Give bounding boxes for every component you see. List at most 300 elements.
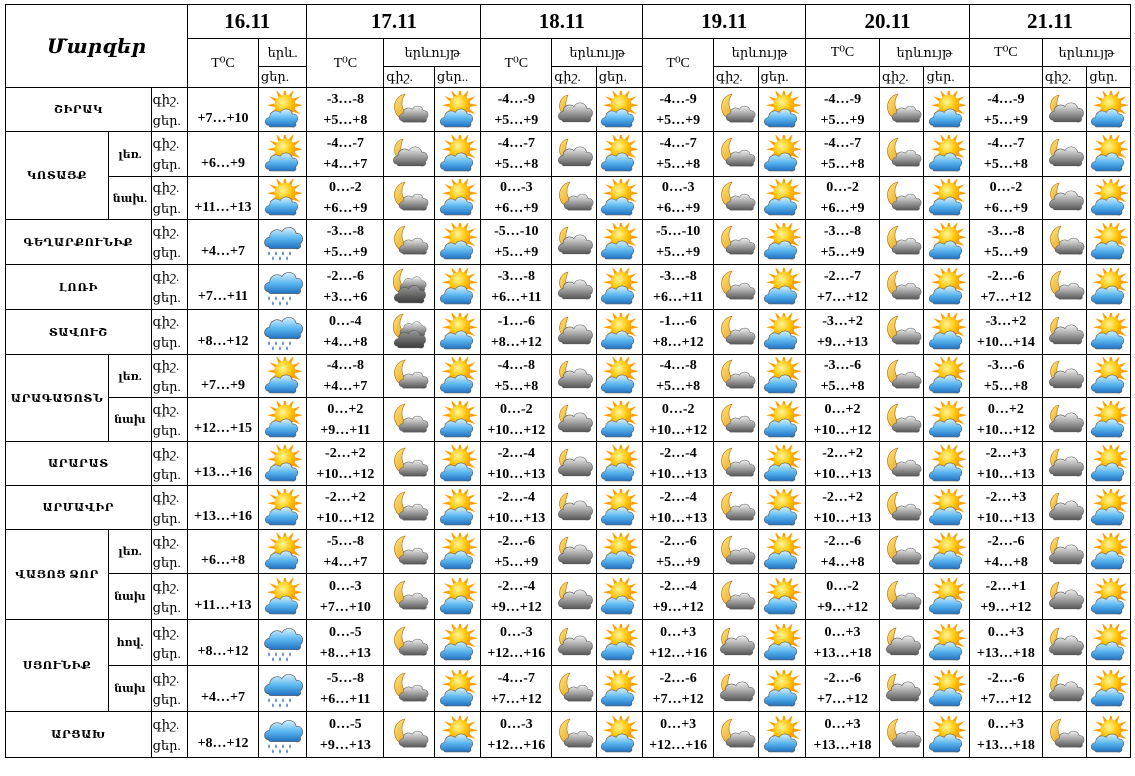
day-temp: +6…+9 (820, 201, 865, 216)
temp-range (969, 442, 1042, 486)
sun-cloud-icon (1087, 91, 1130, 129)
cloud-icon (384, 136, 434, 172)
day-temp: +10…+13 (976, 510, 1035, 526)
sun-cloud-icon (924, 716, 969, 754)
night-temp: -3…-8 (987, 224, 1025, 239)
weather-cell (552, 486, 597, 530)
temp-range (969, 132, 1042, 177)
weather-cell (1042, 355, 1087, 398)
temp-range (481, 88, 552, 132)
cloud-icon (1043, 92, 1087, 128)
sun-cloud-icon (435, 357, 481, 395)
weather-cell (879, 398, 924, 442)
day-temp: +10…+12 (813, 422, 872, 438)
weather-cell (1087, 220, 1131, 265)
day-temp: +8…+13 (319, 645, 371, 661)
sun-cloud-icon (924, 179, 969, 217)
cloud-icon (1043, 314, 1087, 350)
sun-cloud-icon (435, 445, 481, 483)
temp-16-11 (188, 666, 259, 712)
day-temp: +5…+9 (494, 112, 539, 128)
weather-cell (384, 310, 435, 355)
weather-cell (258, 620, 307, 666)
weather-cell (1042, 442, 1087, 486)
night-temp: -2…-6 (497, 533, 535, 549)
sun-cloud-icon (924, 670, 969, 708)
weather-cell (384, 530, 435, 574)
weather-cell (924, 530, 970, 574)
sun-cloud-icon (259, 179, 307, 217)
night-temp: 0…+3 (987, 716, 1024, 732)
temp-range (307, 355, 384, 398)
sun-cloud-icon (759, 670, 806, 708)
day-label: ցեր. (152, 599, 181, 615)
cloud-icon (714, 671, 758, 707)
sun-cloud-icon (259, 578, 307, 616)
night-temp: -1…-6 (497, 314, 535, 329)
weather-cell (714, 530, 759, 574)
night-temp: -3…-8 (823, 224, 862, 239)
temp-range (806, 574, 880, 620)
day-temp: +7…+9 (200, 377, 245, 393)
day-temp: +5…+9 (323, 245, 368, 260)
day-temp: +4…+7 (200, 690, 245, 705)
weather-cell (1087, 712, 1131, 758)
moon-cloud-icon (714, 314, 758, 350)
weather-cell (434, 530, 481, 574)
weather-cell (924, 220, 970, 265)
cloud-icon (1043, 136, 1087, 172)
night-temp: -2…-4 (497, 489, 535, 505)
day-temp: +4…+7 (323, 379, 368, 394)
weather-cell (879, 620, 924, 666)
sun-cloud-icon (759, 223, 806, 261)
day-temp: +10…+13 (649, 510, 708, 526)
night-temp: -2…+2 (325, 445, 366, 461)
sun-cloud-icon (759, 401, 806, 439)
weather-cell (434, 574, 481, 620)
sun-cloud-icon (597, 578, 643, 616)
temp-16-11 (188, 712, 259, 758)
weather-cell (596, 265, 643, 310)
weather-cell (552, 177, 597, 220)
day-header: ցեր. (924, 67, 970, 88)
sub-zone: լեռ. (109, 355, 151, 398)
weather-cell (758, 666, 806, 712)
cloud-icon (552, 534, 596, 570)
sun-cloud-icon (435, 179, 481, 217)
temp-16-11 (188, 177, 259, 220)
sun-cloud-icon (924, 91, 969, 129)
day-temp: +6…+9 (323, 201, 368, 216)
day-temp: +6…+8 (200, 553, 245, 568)
weather-cell (714, 620, 759, 666)
sun-cloud-icon (597, 179, 643, 217)
day-temp: +5…+8 (983, 379, 1028, 394)
night-temp: 0…-5 (329, 716, 362, 732)
cloud-icon (1043, 671, 1087, 707)
time-of-day-labels (151, 265, 187, 310)
moon-cloud-icon (714, 92, 758, 128)
cloud-icon (1043, 358, 1087, 394)
night-temp: -4…-9 (823, 91, 862, 107)
day-label: ցեր. (152, 245, 181, 260)
weather-cell (924, 310, 970, 355)
temp-range (307, 666, 384, 712)
night-temp: -2…-4 (659, 578, 697, 594)
sun-cloud-icon (435, 533, 481, 571)
day-label: ցեր. (152, 645, 181, 661)
temp-16-11 (188, 574, 259, 620)
day-temp: +8…+12 (197, 333, 249, 349)
temp-range (806, 310, 880, 355)
temp-range (481, 574, 552, 620)
day-label: ցեր. (152, 691, 181, 707)
moon-cloud-icon (714, 136, 758, 172)
sun-cloud-icon (597, 489, 643, 527)
day-temp: +10…+13 (976, 466, 1035, 482)
region-row (6, 310, 1131, 355)
sun-cloud-icon (597, 533, 643, 571)
night-temp: -2…+1 (985, 578, 1027, 594)
weather-cell (879, 530, 924, 574)
moon-cloud-icon (552, 671, 596, 707)
day-temp: +7…+10 (319, 599, 371, 615)
weather-cell (924, 177, 970, 220)
weather-cell (714, 398, 759, 442)
sun-cloud-icon (435, 624, 481, 662)
weather-cell (1042, 220, 1087, 265)
temp-range (806, 620, 880, 666)
night-temp: -3…-8 (497, 269, 535, 284)
day-header: ցեր.. (434, 67, 481, 88)
day-label: ցեր. (152, 201, 181, 216)
region-name: ԳԵՂԱՐՔՈՒՆԻՔ (6, 220, 152, 265)
day-temp: +7…+12 (490, 691, 542, 707)
temp-range (806, 712, 880, 758)
moon-cloud-icon (384, 92, 434, 128)
night-temp: -4…-8 (326, 358, 365, 373)
night-temp: -2…-6 (326, 269, 365, 284)
weather-cell (1087, 620, 1131, 666)
sun-cloud-icon (759, 135, 806, 173)
weather-cell (434, 177, 481, 220)
cloud-icon (552, 402, 596, 438)
day-temp: +6…+9 (983, 201, 1028, 216)
weather-cell (879, 666, 924, 712)
day-temp: +9…+12 (490, 599, 542, 615)
moon-cloud-icon (880, 490, 924, 526)
weather-cell (758, 355, 806, 398)
cloud-icon (552, 490, 596, 526)
night-temp: -4…-8 (659, 358, 697, 373)
night-temp: -2…+2 (822, 445, 863, 461)
night-label: գիշ. (152, 401, 180, 417)
night-temp: -2…+2 (325, 489, 366, 505)
region-row (6, 712, 1131, 758)
sun-cloud-icon (259, 489, 307, 527)
day-temp: +13…+16 (193, 465, 252, 480)
weather-cell (596, 310, 643, 355)
sun-cloud-icon (924, 533, 969, 571)
sun-cloud-icon (259, 135, 307, 173)
sun-cloud-icon (759, 91, 806, 129)
moon-cloud-icon (384, 534, 434, 570)
sun-cloud-icon (759, 533, 806, 571)
cloud-icon (880, 671, 924, 707)
weather-cell (924, 620, 970, 666)
time-of-day-labels (151, 574, 187, 620)
weather-cell (552, 442, 597, 486)
night-temp: 0…-2 (329, 180, 362, 195)
region-row (6, 486, 1131, 530)
day-temp: +7…+12 (817, 290, 868, 305)
sun-cloud-icon (435, 401, 481, 439)
day-temp: +9…+12 (980, 599, 1032, 615)
cloud-icon (552, 314, 596, 350)
region-row (6, 220, 1131, 265)
temp-range (643, 88, 714, 132)
night-label: գիշ. (152, 624, 180, 640)
moon-cloud-icon (880, 314, 924, 350)
weather-cell (258, 530, 307, 574)
time-of-day-labels (151, 220, 187, 265)
temp-header: T⁰C (643, 39, 714, 88)
phenomenon-header: երևույթ (552, 39, 643, 67)
sun-cloud-icon (759, 357, 806, 395)
region-row (6, 530, 1131, 574)
temp-header-blank (806, 67, 880, 88)
moon-cloud-icon (384, 717, 434, 753)
night-temp: -4…-9 (497, 91, 535, 107)
temp-range (806, 398, 880, 442)
weather-cell (434, 486, 481, 530)
moon-cloud-icon (552, 717, 596, 753)
temp-range (969, 666, 1042, 712)
sun-cloud-icon (759, 578, 806, 616)
temp-range (643, 265, 714, 310)
weather-cell (924, 398, 970, 442)
temp-range (307, 310, 384, 355)
moon-cloud-icon (714, 534, 758, 570)
weather-cell (434, 88, 481, 132)
temp-16-11 (188, 220, 259, 265)
moon-cloud-icon (384, 490, 434, 526)
weather-cell (552, 574, 597, 620)
night-temp: 0…-2 (826, 180, 859, 195)
temp-16-11 (188, 355, 259, 398)
day-temp: +4…+7 (200, 243, 245, 259)
date-header: 19.11 (643, 5, 806, 39)
day-temp: +13…+16 (193, 509, 252, 524)
temp-range (307, 486, 384, 530)
temp-range (969, 265, 1042, 310)
cloud-icon (1043, 446, 1087, 482)
moon-cloud-icon (384, 446, 434, 482)
region-name: ՍՅՈՒՆԻՔ (6, 620, 109, 712)
sun-cloud-icon (597, 268, 643, 306)
time-of-day-labels (151, 666, 187, 712)
weather-cell (384, 398, 435, 442)
rain-cloud-icon (259, 220, 307, 264)
temp-range (806, 220, 880, 265)
weather-cell (879, 574, 924, 620)
region-row (6, 355, 1131, 398)
day-temp: +7…+11 (197, 288, 249, 304)
cloud-icon (552, 446, 596, 482)
night-temp: -3…-8 (326, 224, 365, 239)
weather-cell (596, 177, 643, 220)
moon-cloud-icon (552, 180, 596, 216)
region-name: ՏԱՎՈՒՇ (6, 310, 152, 355)
weather-cell (552, 310, 597, 355)
temp-range (481, 486, 552, 530)
sun-cloud-icon (597, 91, 643, 129)
weather-cell (758, 132, 806, 177)
weather-cell (1042, 398, 1087, 442)
day-temp: +4…+7 (323, 157, 368, 172)
night-header: գիշ. (552, 67, 597, 88)
moon-dark-cloud-icon (384, 267, 434, 307)
moon-cloud-icon (880, 269, 924, 305)
weather-cell (714, 442, 759, 486)
day-temp: +7…+12 (980, 290, 1032, 305)
moon-cloud-icon (880, 446, 924, 482)
weather-cell (714, 132, 759, 177)
sun-cloud-icon (435, 578, 481, 616)
sun-cloud-icon (597, 716, 643, 754)
moon-cloud-icon (384, 402, 434, 438)
weather-cell (758, 574, 806, 620)
cloud-icon (552, 625, 596, 661)
night-temp: 0…+2 (987, 401, 1024, 417)
night-temp: 0…-3 (499, 180, 533, 195)
moon-cloud-icon (880, 358, 924, 394)
temp-range (969, 712, 1042, 758)
day-temp: +9…+11 (320, 422, 371, 438)
night-temp: -2…-6 (659, 670, 697, 686)
temp-range (481, 355, 552, 398)
night-temp: -4…-7 (823, 136, 862, 151)
day-label: ցեր. (152, 554, 181, 570)
day-temp: +5…+9 (656, 245, 701, 260)
weather-cell (384, 177, 435, 220)
night-temp: 0…+2 (824, 401, 861, 417)
sub-zone: լեռ. (109, 530, 151, 574)
weather-cell (1042, 486, 1087, 530)
weather-cell (552, 220, 597, 265)
temp-range (307, 574, 384, 620)
day-label: ցեր. (152, 510, 181, 526)
time-of-day-labels (151, 486, 187, 530)
night-temp: -3…-8 (659, 269, 697, 284)
time-of-day-labels (151, 620, 187, 666)
weather-cell (258, 666, 307, 712)
weather-cell (1087, 666, 1131, 712)
weather-cell (714, 666, 759, 712)
temp-range (806, 486, 880, 530)
night-temp: -4…-9 (659, 91, 697, 107)
weather-cell (1087, 442, 1131, 486)
weather-cell (1042, 132, 1087, 177)
sun-cloud-icon (1087, 135, 1130, 173)
weather-cell (714, 88, 759, 132)
day-temp: +6…+11 (491, 290, 542, 305)
temp-range (643, 398, 714, 442)
sun-cloud-icon (1087, 445, 1130, 483)
sun-cloud-icon (924, 489, 969, 527)
weather-cell (1087, 265, 1131, 310)
day-temp: +3…+6 (323, 290, 368, 305)
temp-range (481, 620, 552, 666)
weather-cell (1087, 574, 1131, 620)
night-temp: -2…+3 (985, 445, 1027, 461)
weather-cell (596, 574, 643, 620)
temp-range (806, 88, 880, 132)
weather-cell (1087, 486, 1131, 530)
day-temp: +6…+9 (200, 155, 245, 171)
temp-range (969, 530, 1042, 574)
night-temp: 0…+3 (987, 624, 1024, 640)
sun-cloud-icon (1087, 716, 1130, 754)
weather-cell (258, 574, 307, 620)
day-temp: +10…+12 (487, 422, 546, 438)
night-temp: 0…-3 (661, 180, 695, 195)
weather-cell (758, 530, 806, 574)
sun-cloud-icon (435, 670, 481, 708)
night-label: գիշ. (152, 358, 180, 373)
sun-cloud-icon (259, 91, 307, 129)
weather-cell (384, 574, 435, 620)
weather-cell (924, 712, 970, 758)
phenomenon-header: երև. (258, 39, 307, 67)
sun-cloud-icon (435, 716, 481, 754)
day-temp: +13…+18 (976, 645, 1035, 661)
moon-cloud-icon (880, 534, 924, 570)
weather-cell (758, 265, 806, 310)
region-row (6, 620, 1131, 666)
moon-cloud-icon (880, 180, 924, 216)
day-temp: +6…+9 (494, 201, 539, 216)
night-temp: -4…-7 (987, 136, 1025, 151)
night-label: գիշ. (152, 269, 180, 284)
day-temp: +9…+13 (319, 737, 371, 753)
sun-cloud-icon (1087, 670, 1130, 708)
day-header: ցեր. (258, 67, 307, 88)
day-temp: +10…+13 (487, 510, 546, 526)
temp-range (481, 530, 552, 574)
temp-16-11 (188, 486, 259, 530)
sun-cloud-icon (259, 401, 307, 439)
weather-cell (714, 574, 759, 620)
weather-cell (1087, 355, 1131, 398)
day-label: ցեր. (152, 737, 181, 753)
night-temp: 0…-3 (499, 624, 533, 640)
weather-cell (258, 310, 307, 355)
sun-cloud-icon (759, 179, 806, 217)
day-temp: +10…+13 (813, 466, 872, 482)
sun-cloud-icon (924, 357, 969, 395)
night-temp: -2…-4 (659, 445, 697, 461)
sun-cloud-icon (924, 624, 969, 662)
moon-cloud-icon (880, 92, 924, 128)
night-label: գիշ. (152, 716, 180, 732)
night-temp: -2…-6 (823, 533, 862, 549)
temp-range (969, 398, 1042, 442)
day-temp: +10…+13 (813, 510, 872, 526)
rain-cloud-icon (259, 667, 307, 711)
night-temp: -3…-8 (326, 91, 365, 107)
